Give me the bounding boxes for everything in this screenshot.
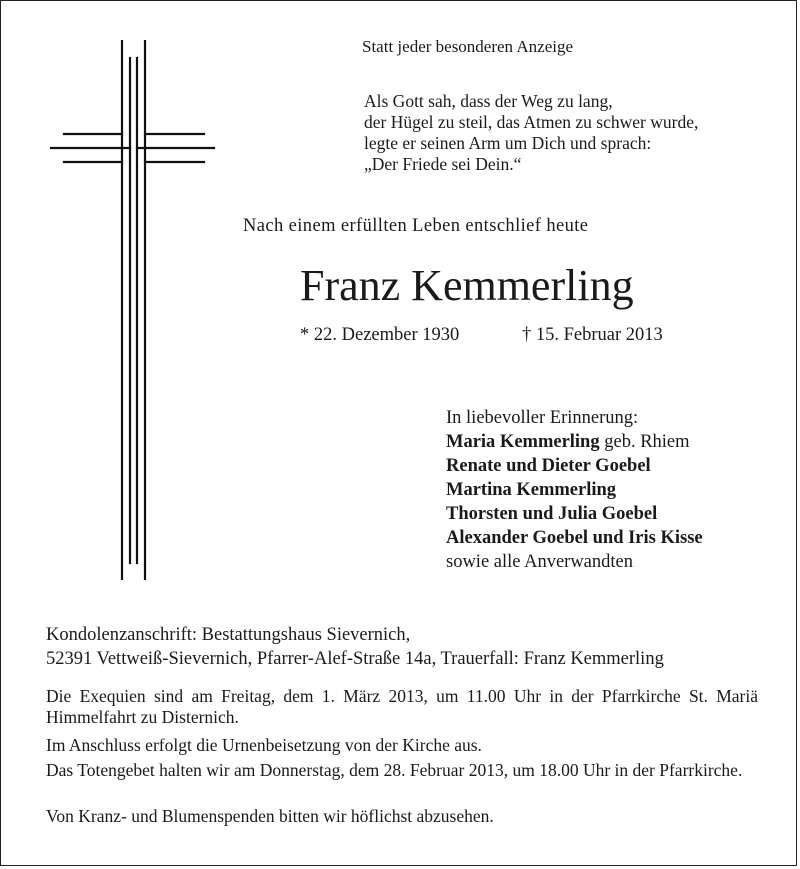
service-paragraph: Das Totengebet halten wir am Donnerstag, dem 28. Februar 2013, um 18.00 Uhr in der Pfarrkirche. [46, 760, 743, 780]
service-paragraph: Von Kranz- und Blumenspenden bitten wir höflichst abzusehen. [46, 806, 494, 826]
service-paragraph: Die Exequien sind am Freitag, dem 1. März 2013, um 11.00 Uhr in der Pfarrkirche St. Mariä Himmelfahrt zu Disternich. [46, 686, 758, 727]
intro-text: Nach einem erfüllten Leben entschlief heute [243, 216, 589, 236]
mourner-line: Martina Kemmerling [446, 480, 617, 500]
condolence-line: 52391 Vettweiß-Sievernich, Pfarrer-Alef-Straße 14a, Trauerfall: Franz Kemmerling [46, 649, 664, 669]
header-note: Statt jeder besonderen Anzeige [362, 37, 574, 56]
cross-icon [50, 40, 220, 580]
birth-date: * 22. Dezember 1930 [300, 325, 460, 345]
mourner-line: Thorsten und Julia Goebel [446, 504, 658, 524]
mourners-block [446, 406, 703, 574]
remembrance-heading: In liebevoller Erinnerung: [446, 408, 639, 428]
mourner-line: Renate und Dieter Goebel [446, 456, 651, 476]
condolence-address [46, 623, 664, 671]
deceased-name: Franz Kemmerling [300, 261, 634, 310]
poem-line: Als Gott sah, dass der Weg zu lang, [364, 91, 613, 111]
poem-line: „Der Friede sei Dein.“ [364, 154, 522, 174]
service-paragraph: Im Anschluss erfolgt die Urnenbeisetzung von der Kirche aus. [46, 735, 482, 755]
mourner-line: Maria Kemmerling geb. Rhiem [446, 432, 690, 452]
condolence-line: Kondolenzanschrift: Bestattungshaus Sievernich, [46, 625, 411, 645]
poem [364, 91, 698, 175]
poem-line: der Hügel zu steil, das Atmen zu schwer wurde, [364, 112, 699, 132]
death-date: † 15. Februar 2013 [522, 325, 663, 345]
poem-line: legte er seinen Arm um Dich und sprach: [364, 133, 652, 153]
mourners-closing: sowie alle Anverwandten [446, 552, 633, 572]
mourner-line: Alexander Goebel und Iris Kisse [446, 528, 703, 548]
